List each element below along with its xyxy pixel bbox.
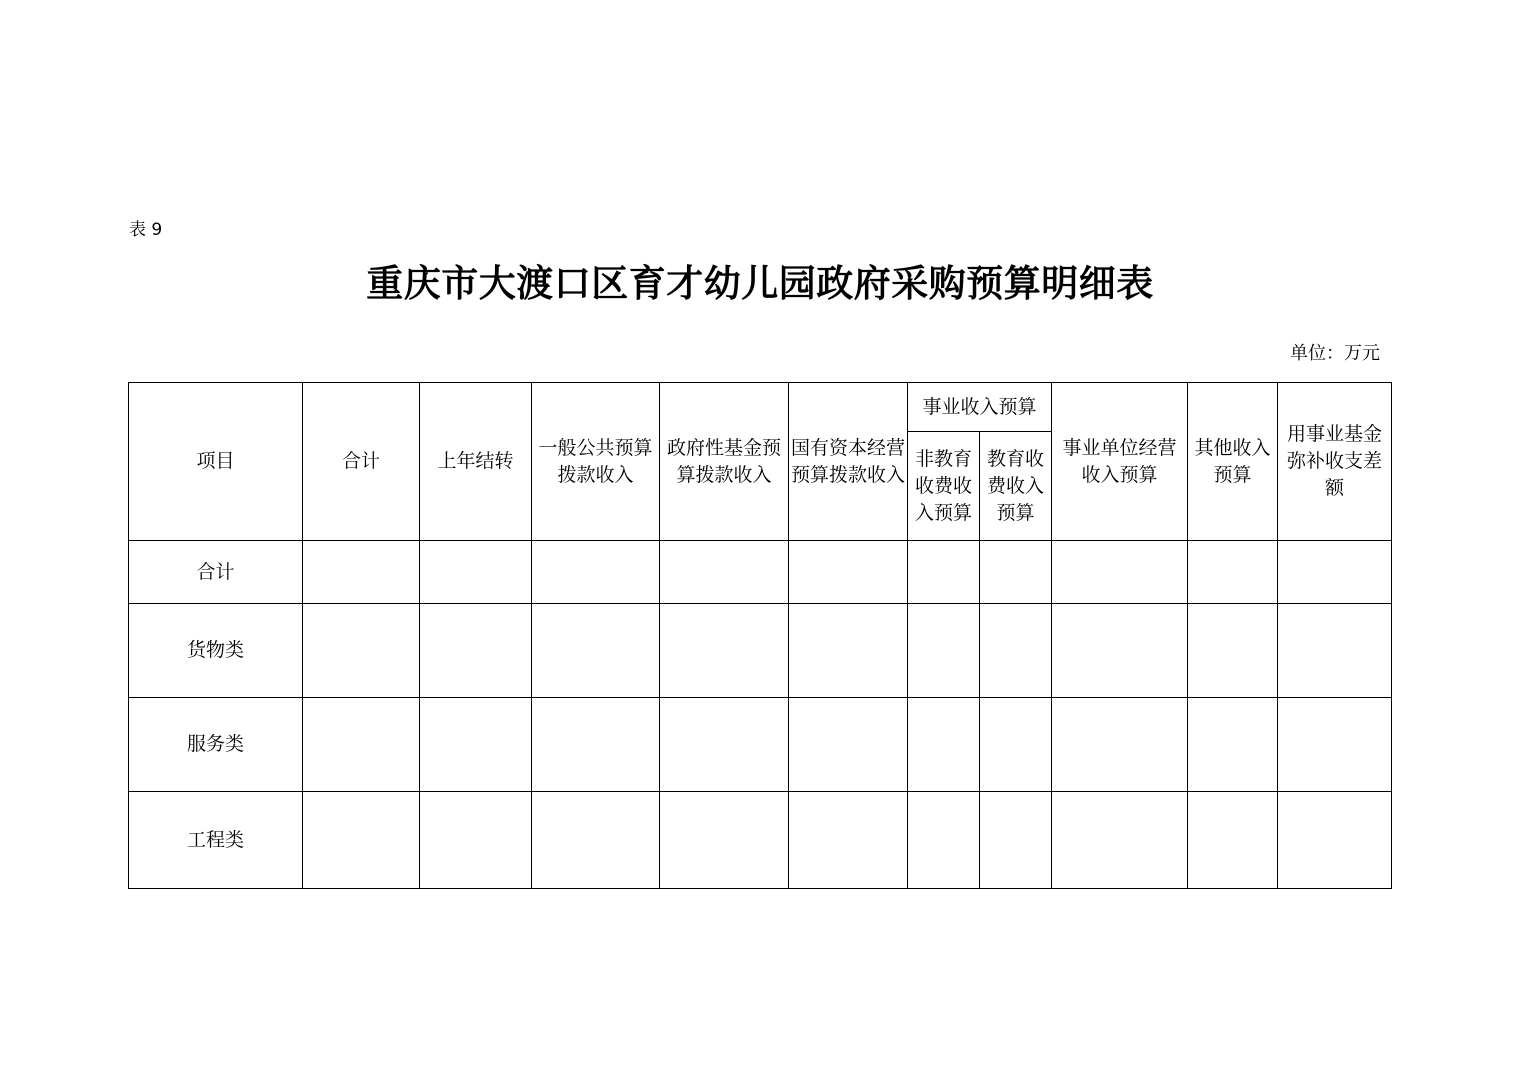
header-carryover: 上年结转 xyxy=(420,383,532,541)
table-cell xyxy=(908,541,980,604)
table-cell xyxy=(789,792,908,889)
table-cell xyxy=(1052,604,1188,698)
header-general-public: 一般公共预算拨款收入 xyxy=(532,383,660,541)
table-cell xyxy=(789,604,908,698)
table-cell xyxy=(303,541,420,604)
header-state-capital: 国有资本经营预算拨款收入 xyxy=(789,383,908,541)
table-cell xyxy=(908,792,980,889)
row-label: 服务类 xyxy=(129,698,303,792)
row-label: 货物类 xyxy=(129,604,303,698)
unit-label: 单位：万元 xyxy=(1290,343,1380,364)
table-cell xyxy=(660,541,789,604)
header-business-income: 事业单位经营收入预算 xyxy=(1052,383,1188,541)
table-cell xyxy=(1052,541,1188,604)
row-label: 合计 xyxy=(129,541,303,604)
table-cell xyxy=(1278,792,1392,889)
page-title: 重庆市大渡口区育才幼儿园政府采购预算明细表 xyxy=(366,262,1154,305)
table-cell xyxy=(420,541,532,604)
table-cell xyxy=(660,698,789,792)
table-cell xyxy=(660,792,789,889)
header-total: 合计 xyxy=(303,383,420,541)
table-cell xyxy=(908,604,980,698)
table-cell xyxy=(303,698,420,792)
header-row xyxy=(129,383,1392,432)
table-cell xyxy=(532,698,660,792)
table-cell xyxy=(1052,792,1188,889)
row-label: 工程类 xyxy=(129,792,303,889)
header-institution-income: 事业收入预算 xyxy=(908,383,1052,432)
header-fund-balance: 用事业基金弥补收支差额 xyxy=(1278,383,1392,541)
table-row xyxy=(129,792,1392,889)
header-edu-fee: 教育收费收入预算 xyxy=(980,432,1052,541)
table-row xyxy=(129,698,1392,792)
table-cell xyxy=(303,604,420,698)
table-cell xyxy=(420,792,532,889)
table-cell xyxy=(1052,698,1188,792)
table-cell xyxy=(532,792,660,889)
table-cell xyxy=(532,604,660,698)
table-cell xyxy=(980,541,1052,604)
header-non-edu-fee: 非教育收费收入预算 xyxy=(908,432,980,541)
table-cell xyxy=(420,604,532,698)
table-cell xyxy=(980,792,1052,889)
table-row xyxy=(129,541,1392,604)
table-cell xyxy=(908,698,980,792)
table-cell xyxy=(980,698,1052,792)
table-cell xyxy=(789,698,908,792)
table-cell xyxy=(420,698,532,792)
header-other-income: 其他收入预算 xyxy=(1188,383,1278,541)
table-cell xyxy=(1278,604,1392,698)
table-cell xyxy=(1278,698,1392,792)
table-row xyxy=(129,604,1392,698)
table-cell xyxy=(1188,604,1278,698)
table-cell xyxy=(1188,541,1278,604)
table-cell xyxy=(303,792,420,889)
table-cell xyxy=(660,604,789,698)
table-number: 表 9 xyxy=(129,220,163,240)
table-cell xyxy=(980,604,1052,698)
header-gov-fund: 政府性基金预算拨款收入 xyxy=(660,383,789,541)
budget-table xyxy=(128,382,1392,889)
table-cell xyxy=(1188,792,1278,889)
header-item: 项目 xyxy=(129,383,303,541)
table-cell xyxy=(532,541,660,604)
table-cell xyxy=(1278,541,1392,604)
table-cell xyxy=(789,541,908,604)
table-cell xyxy=(1188,698,1278,792)
